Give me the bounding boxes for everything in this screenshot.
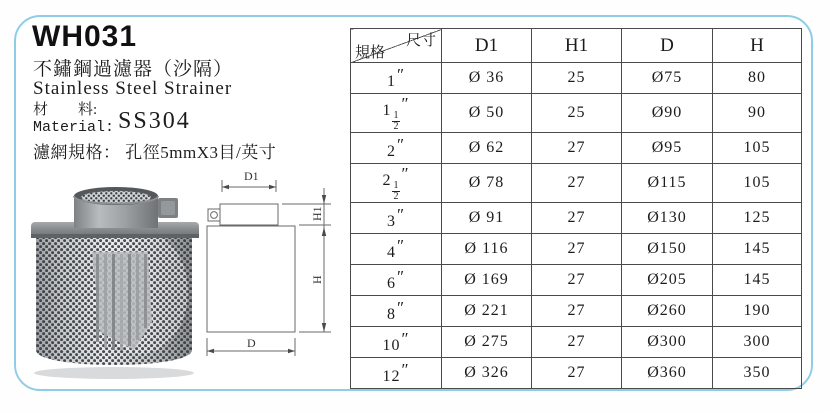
value-cell-h1: 27 [532,265,622,296]
table-row [351,265,802,296]
value-cell-h1: 27 [532,133,622,164]
table-row [351,133,802,164]
size-cell: 3″ [351,203,442,234]
dim-label-d: D [247,336,256,350]
table-corner-cell [351,29,442,63]
value-cell-d: Ø115 [622,164,713,203]
size-cell: 1 $\frac{1}{2}$ ″ [351,94,442,133]
table-row [351,203,802,234]
table-row [351,164,802,203]
size-cell: 4″ [351,234,442,265]
dim-label-h: H [310,275,324,284]
table-row [351,296,802,327]
size-cell: 6″ [351,265,442,296]
value-cell-d1: Ø 36 [442,63,532,94]
value-cell-d1: Ø 275 [442,327,532,358]
value-cell-h1: 27 [532,327,622,358]
size-cell: 10″ [351,327,442,358]
value-cell-d: Ø150 [622,234,713,265]
value-cell-d: Ø300 [622,327,713,358]
value-cell-d1: Ø 116 [442,234,532,265]
table-row [351,358,802,389]
material-label-zh: 材 料: [33,102,98,118]
spec-table [350,28,802,389]
corner-label-size: 尺寸 [405,33,436,49]
table-row [351,234,802,265]
value-cell-h: 145 [713,234,802,265]
column-header-h1: H1 [532,29,622,63]
corner-label-spec: 規格 [355,45,386,61]
size-cell: 8″ [351,296,442,327]
dimension-diagram [198,166,348,364]
size-cell: 2 $\frac{1}{2}$ ″ [351,164,442,203]
strainer-photo [30,182,202,382]
column-header-d: D [622,29,713,63]
dim-label-d1: D1 [244,169,259,183]
spec-table-body [351,63,802,389]
value-cell-d: Ø95 [622,133,713,164]
size-cell: 1″ [351,63,442,94]
page-title: WH031 [32,20,138,53]
material-value: SS304 [118,108,191,134]
value-cell-h: 125 [713,203,802,234]
value-cell-h: 105 [713,133,802,164]
value-cell-h1: 27 [532,203,622,234]
table-row [351,327,802,358]
value-cell-d: Ø130 [622,203,713,234]
value-cell-d1: Ø 50 [442,94,532,133]
material-label-en: Material: [33,119,115,137]
material-labels [33,102,114,137]
value-cell-h1: 25 [532,63,622,94]
value-cell-h: 105 [713,164,802,203]
value-cell-h: 80 [713,63,802,94]
value-cell-d1: Ø 326 [442,358,532,389]
value-cell-d1: Ø 78 [442,164,532,203]
value-cell-h1: 27 [532,358,622,389]
product-name-en: Stainless Steel Strainer [33,78,233,99]
table-row [351,63,802,94]
value-cell-d: Ø75 [622,63,713,94]
mesh-spec-line: 濾網規格： 孔徑5mmX3目/英寸 [33,143,277,162]
size-cell: 12″ [351,358,442,389]
value-cell-d1: Ø 62 [442,133,532,164]
value-cell-h: 145 [713,265,802,296]
value-cell-h: 300 [713,327,802,358]
value-cell-h: 350 [713,358,802,389]
value-cell-h1: 25 [532,94,622,133]
value-cell-d: Ø360 [622,358,713,389]
column-header-h: H [713,29,802,63]
value-cell-d1: Ø 221 [442,296,532,327]
table-row [351,94,802,133]
value-cell-h: 90 [713,94,802,133]
value-cell-h1: 27 [532,296,622,327]
value-cell-d: Ø205 [622,265,713,296]
column-header-d1: D1 [442,29,532,63]
table-header-row [351,29,802,63]
dim-label-h1: H1 [310,206,324,221]
value-cell-d: Ø260 [622,296,713,327]
value-cell-d1: Ø 91 [442,203,532,234]
value-cell-d: Ø90 [622,94,713,133]
value-cell-h: 190 [713,296,802,327]
product-name-zh: 不鏽鋼過濾器（沙隔） [33,59,234,80]
value-cell-d1: Ø 169 [442,265,532,296]
value-cell-h1: 27 [532,234,622,265]
value-cell-h1: 27 [532,164,622,203]
size-cell: 2″ [351,133,442,164]
